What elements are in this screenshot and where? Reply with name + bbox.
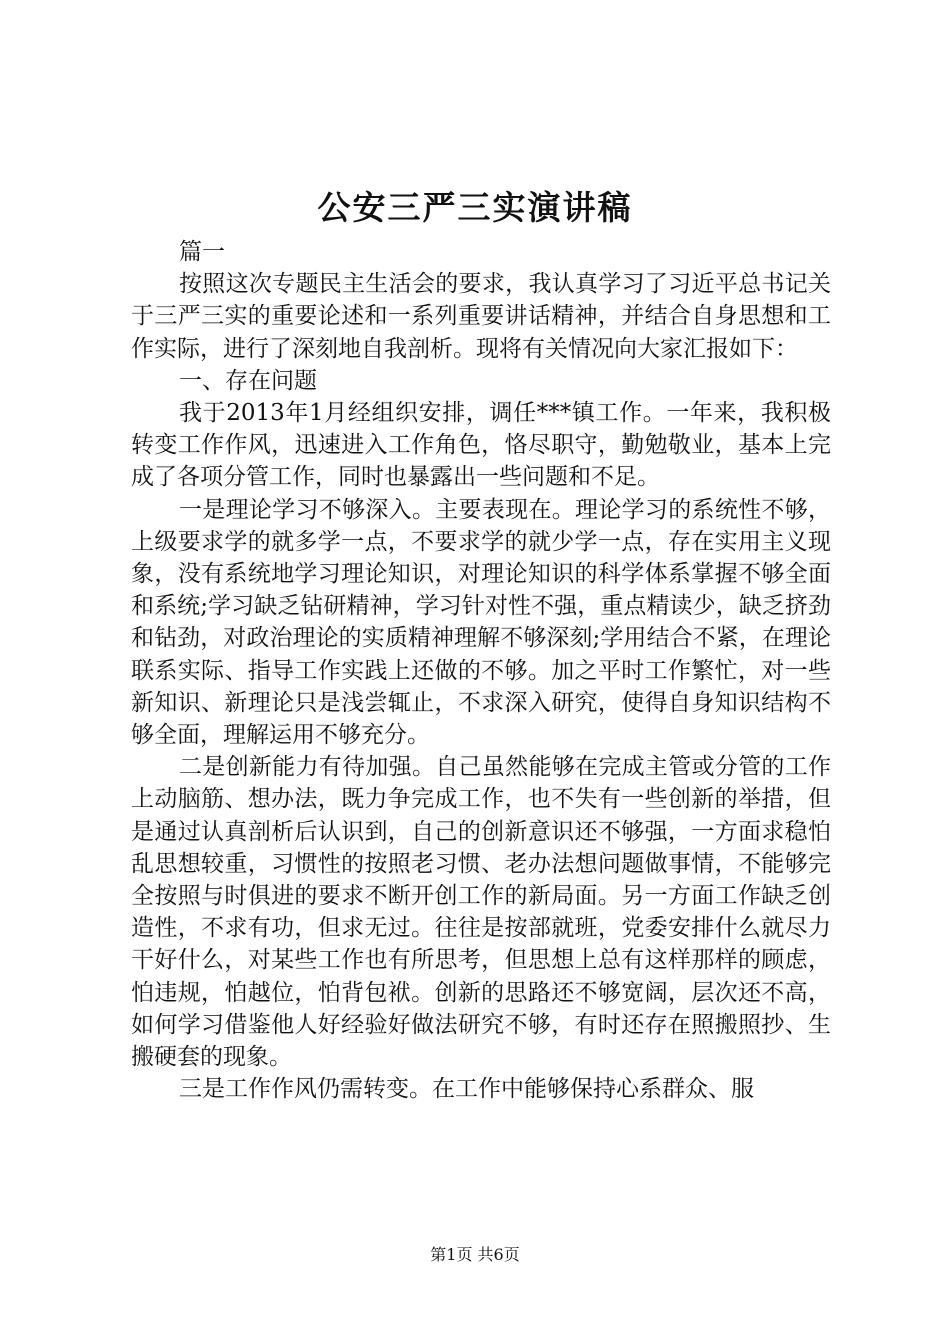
- paragraph-point-three: 三是工作作风仍需转变。在工作中能够保持心系群众、服: [179, 1076, 754, 1103]
- paragraph-point-one: 一是理论学习不够深入。主要表现在。理论学习的系统性不够，上级要求学的就多学一点，不要求学的就少学一点，存在实用主义现象，没有系统地学习理论知识，对理论知识的科学体系掌握不够全面和系统;学习缺乏钻研精神，学习针对性不强，重点精读少，缺乏挤劲和钻劲，对政治理论的实质精神理解不够深刻;学用结合不紧，在理论联系实际、指导工作实践上还做的不够。加之平时工作繁忙，对一些新知识、新理论只是浅尝辄止，不求深入研究，使得自身知识结构不够全面，理解运用不够充分。: [131, 496, 831, 749]
- paragraph-background: 我于2013年1月经组织安排，调任***镇工作。一年来，我积极转变工作作风，迅速进入工作角色，恪尽职守，勤勉敬业，基本上完成了各项分管工作，同时也暴露出一些问题和不足。: [131, 400, 831, 491]
- page-footer: 第1页 共6页: [430, 1245, 520, 1264]
- document-title: 公安三严三实演讲稿: [317, 188, 633, 227]
- paragraph-intro: 按照这次专题民主生活会的要求，我认真学习了习近平总书记关于三严三实的重要论述和一系列重要讲话精神，并结合自身思想和工作实际，进行了深刻地自我剖析。现将有关情况向大家汇报如下：: [131, 271, 831, 362]
- paragraph-point-two: 二是创新能力有待加强。自己虽然能够在完成主管或分管的工作上动脑筋、想办法，既力争完成工作，也不失有一些创新的举措，但是通过认真剖析后认识到，自己的创新意识还不够强，一方面求稳怕乱思想较重，习惯性的按照老习惯、老办法想问题做事情，不能够完全按照与时俱进的要求不断开创工作的新局面。另一方面工作缺乏创造性，不求有功，但求无过。往往是按部就班，党委安排什么就尽力干好什么，对某些工作也有所思考，但思想上总有这样那样的顾虑，怕违规，怕越位，怕背包袱。创新的思路还不够宽阔，层次还不高，如何学习借鉴他人好经验好做法研究不够，有时还存在照搬照抄、生搬硬套的现象。: [131, 754, 831, 1071]
- document-body: [131, 236, 831, 1105]
- paragraph-heading-problems: 一、存在问题: [179, 367, 317, 394]
- paragraph-section-label: 篇一: [179, 239, 225, 265]
